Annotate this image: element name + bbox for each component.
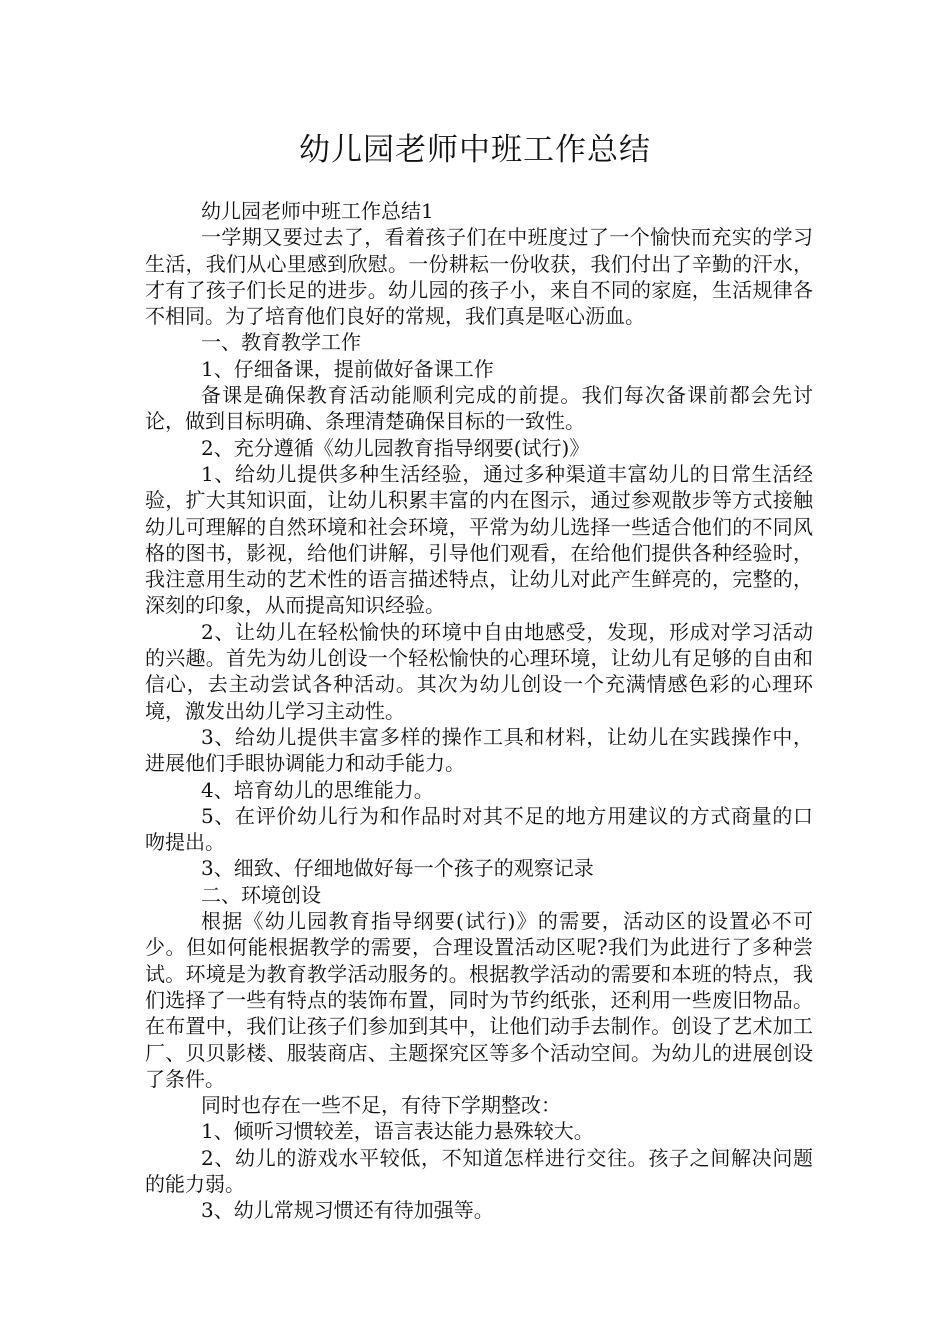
paragraph: 2、让幼儿在轻松愉快的环境中自由地感受，发现，形成对学习活动的兴趣。首先为幼儿创设一个轻松愉快的心理环境，让幼儿有足够的自由和信心，去主动尝试各种活动。其次为幼儿创设一个充满情感色彩的心理环境，激发出幼儿学习主动性。 [145, 619, 813, 723]
paragraph: 1、给幼儿提供多种生活经验，通过多种渠道丰富幼儿的日常生活经验，扩大其知识面，让幼儿积累丰富的内在图示，通过参观散步等方式接触幼儿可理解的自然环境和社会环境，平常为幼儿选择一些适合他们的不同风格的图书，影视，给他们讲解，引导他们观看，在给他们提供各种经验时，我注意用生动的艺术性的语言描述特点，让幼儿对此产生鲜亮的，完整的，深刻的印象，从而提高知识经验。 [145, 461, 813, 618]
section-heading: 一、教育教学工作 [201, 330, 361, 355]
paragraph: 3、给幼儿提供丰富多样的操作工具和材料，让幼儿在实践操作中，进展他们手眼协调能力和动手能力。 [145, 724, 813, 776]
list-item: 1、倾听习惯较差，语言表达能力悬殊较大。 [201, 1119, 594, 1144]
paragraph: 一学期又要过去了，看着孩子们在中班度过了一个愉快而充实的学习生活，我们从心里感到欣慰。一份耕耘一份收获，我们付出了辛勤的汗水，才有了孩子们长足的进步。幼儿园的孩子小，来自不同的家庭，生活规律各不相同。为了培育他们良好的常规，我们真是呕心沥血。 [145, 225, 813, 329]
list-item: 3、幼儿常规习惯还有待加强等。 [201, 1198, 494, 1223]
subsection-heading: 3、细致、仔细地做好每一个孩子的观察记录 [201, 856, 594, 881]
subsection-heading: 1、仔细备课，提前做好备课工作 [201, 356, 494, 381]
paragraph: 5、在评价幼儿行为和作品时对其不足的地方用建议的方式商量的口吻提出。 [145, 803, 813, 855]
document-body [145, 198, 813, 1224]
paragraph: 根据《幼儿园教育指导纲要(试行)》的需要，活动区的设置必不可少。但如何能根据教学的需要，合理设置活动区呢?我们为此进行了多种尝试。环境是为教育教学活动服务的。根据教学活动的需要和本班的特点，我们选择了一些有特点的装饰布置，同时为节约纸张，还利用一些废旧物品。在布置中，我们让孩子们参加到其中，让他们动手去制作。创设了艺术加工厂、贝贝影楼、服装商店、主题探究区等多个活动空间。为幼儿的进展创设了条件。 [145, 909, 813, 1091]
subsection-heading: 2、充分遵循《幼儿园教育指导纲要(试行)》 [201, 435, 590, 460]
document-title: 幼儿园老师中班工作总结 [299, 132, 651, 168]
section-heading: 幼儿园老师中班工作总结1 [201, 199, 434, 223]
section-heading: 二、环境创设 [201, 882, 321, 907]
list-item: 2、幼儿的游戏水平较低，不知道怎样进行交往。孩子之间解决问题的能力弱。 [145, 1145, 813, 1196]
paragraph: 备课是确保教育活动能顺利完成的前提。我们每次备课前都会先讨论，做到目标明确、条理清楚确保目标的一致性。 [145, 383, 813, 434]
paragraph: 4、培育幼儿的思维能力。 [201, 777, 434, 802]
paragraph: 同时也存在一些不足，有待下学期整改： [201, 1093, 561, 1118]
